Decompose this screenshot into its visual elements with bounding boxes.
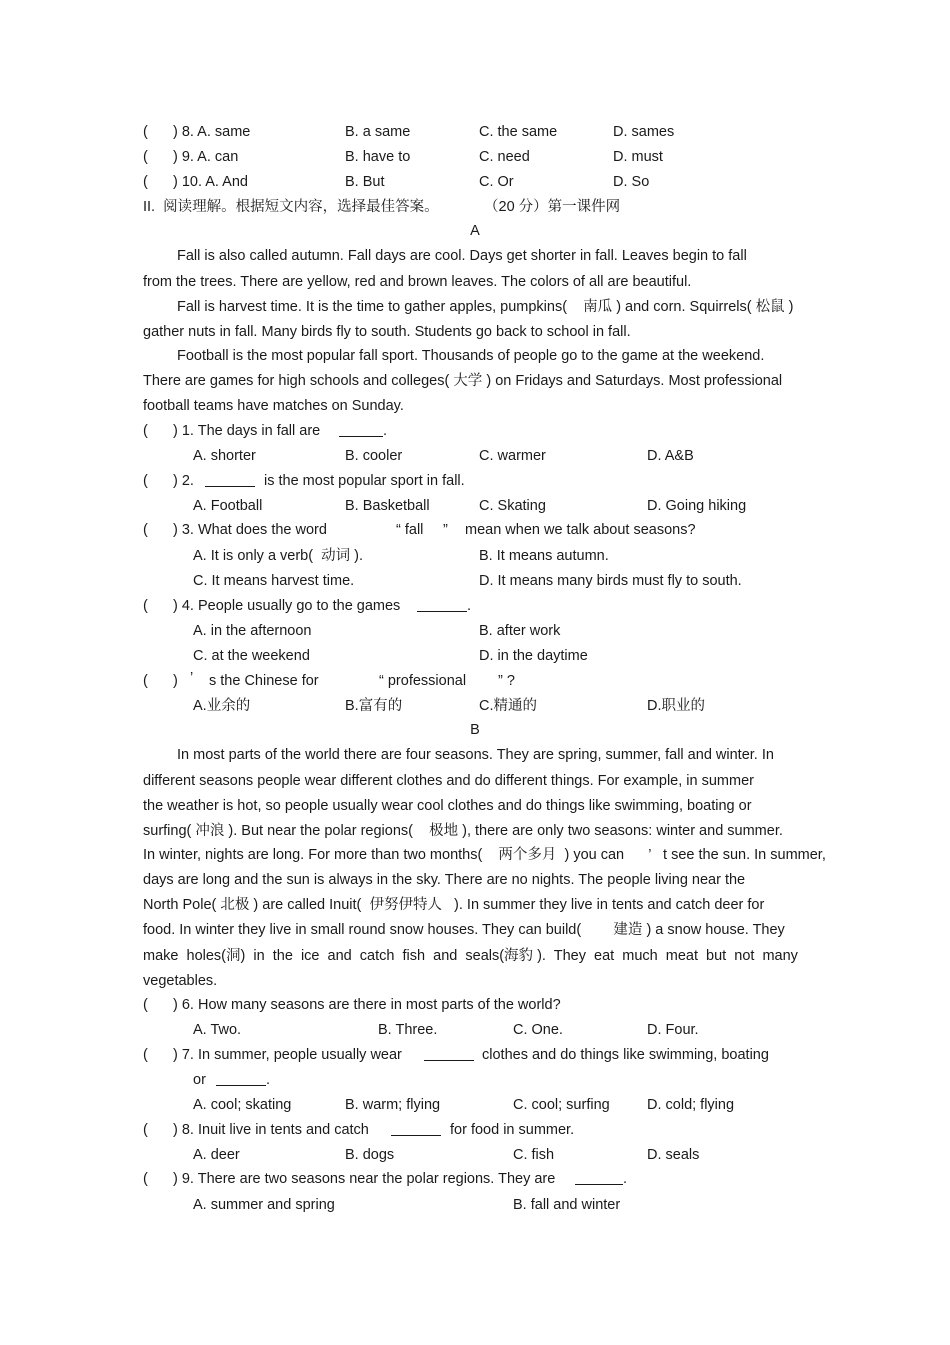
answer-paren: ( (143, 522, 148, 538)
section-heading: II. 阅读理解。根据短文内容，选择最佳答案。 (143, 199, 439, 215)
option-c: C. the same (479, 124, 558, 140)
option-b: B. a same (345, 124, 411, 140)
option-b: B. Three. (378, 1022, 438, 1038)
option-d: D. in the daytime (479, 648, 588, 664)
option-d: D.职业的 (647, 698, 705, 714)
option-b: B. after work (479, 623, 561, 639)
question-stem: ) 6. How many seasons are there in most parts of the world? (173, 997, 561, 1013)
passage-line: gather nuts in fall. Many birds fly to south. Students go back to school in fall. (143, 324, 631, 340)
question-stem: ) 3. What does the word (173, 522, 327, 538)
option-c: C.精通的 (479, 698, 537, 714)
option-c: C. It means harvest time. (193, 573, 355, 589)
answer-paren: ( (143, 473, 148, 489)
option-d: D. It means many birds must fly to south. (479, 573, 742, 589)
option-d: D. Going hiking (647, 498, 747, 514)
question-tail: for food in summer. (450, 1122, 575, 1138)
quoted-word: “ fall (396, 522, 424, 538)
answer-paren: ( (143, 598, 148, 614)
option-a: A.业余的 (193, 698, 251, 714)
answer-blank (339, 424, 383, 437)
option-a: A. shorter (193, 448, 256, 464)
option-b: B. Basketball (345, 498, 430, 514)
question-number: ) 2. (173, 473, 194, 489)
question-stem: s the Chinese for (209, 673, 319, 689)
question-period: . (266, 1072, 271, 1088)
passage-line: from the trees. There are yellow, red and brown leaves. The colors of all are beautiful. (143, 274, 692, 290)
passage-line: days are long and the sun is always in the sky. There are no nights. The people living near the (143, 872, 746, 888)
answer-paren: ( (143, 149, 148, 165)
answer-blank (205, 474, 255, 487)
passage-line: In winter, nights are long. For more than two months( 两个多月 ) you can ’ t see the sun. In summer, (143, 847, 826, 863)
option-c: C. cool; surfing (513, 1097, 610, 1113)
passage-line: football teams have matches on Sunday. (143, 398, 404, 414)
question-stem: is the most popular sport in fall. (264, 473, 465, 489)
passage-line: vegetables. (143, 973, 218, 989)
question-period: . (383, 423, 388, 439)
answer-paren: ( (143, 1171, 148, 1187)
question-stem: ) 7. In summer, people usually wear (173, 1047, 402, 1063)
quote-close: ” ? (498, 673, 515, 689)
option-a: A. It is only a verb( 动词 ). (193, 548, 364, 564)
option-b: B. But (345, 174, 385, 190)
passage-line: Football is the most popular fall sport. Thousands of people go to the game at the weekend. (177, 348, 765, 364)
option-b: B.富有的 (345, 698, 403, 714)
answer-paren: ( (143, 997, 148, 1013)
passage-line: In most parts of the world there are four seasons. They are spring, summer, fall and winter. In (177, 747, 774, 763)
option-d: D. Four. (647, 1022, 699, 1038)
option-a: A. deer (193, 1147, 240, 1163)
option-b: B. cooler (345, 448, 403, 464)
question-stem: ) 4. People usually go to the games (173, 598, 401, 614)
question-continued: or (193, 1072, 206, 1088)
answer-paren: ( (143, 1047, 148, 1063)
option-a: ) 10. A. And (173, 174, 248, 190)
passage-line: different seasons people wear different clothes and do different things. For example, in summer (143, 773, 754, 789)
passage-line: North Pole( 北极 ) are called Inuit( 伊努伊特人 ). In summer they live in tents and catch deer for (143, 897, 765, 913)
passage-line: There are games for high schools and colleges( 大学 ) on Fridays and Saturdays. Most professional (143, 373, 783, 389)
passage-line: the weather is hot, so people usually wear cool clothes and do things like swimming, boating or (143, 798, 752, 814)
passage-line: surfing( 冲浪 ). But near the polar regions( 极地 ), there are only two seasons: winter and summer. (143, 823, 783, 839)
passage-b-label: B (470, 722, 480, 738)
section-score: （20 分）第一课件网 (484, 199, 621, 215)
option-c: C. Or (479, 174, 514, 190)
option-c: C. Skating (479, 498, 546, 514)
option-b: B. It means autumn. (479, 548, 609, 564)
option-c: C. One. (513, 1022, 563, 1038)
option-d: D. cold; flying (647, 1097, 735, 1113)
option-a: ) 8. A. same (173, 124, 251, 140)
question-tail: clothes and do things like swimming, boating (482, 1047, 769, 1063)
option-d: D. seals (647, 1147, 700, 1163)
answer-paren: ( (143, 124, 148, 140)
option-c: C. fish (513, 1147, 555, 1163)
question-stem: ) 9. There are two seasons near the polar regions. They are (173, 1171, 556, 1187)
option-d: D. A&B (647, 448, 694, 464)
question-period: . (467, 598, 472, 614)
answer-blank (575, 1172, 623, 1185)
option-a: A. Two. (193, 1022, 242, 1038)
option-a: ) 9. A. can (173, 149, 239, 165)
question-stem: ) 8. Inuit live in tents and catch (173, 1122, 369, 1138)
answer-blank (424, 1048, 474, 1061)
passage-a-label: A (470, 223, 480, 239)
answer-paren: ( (143, 1122, 148, 1138)
question-period: . (623, 1171, 628, 1187)
passage-line: make holes(洞) in the ice and catch fish and seals(海豹 ). They eat much meat but not many (143, 948, 798, 964)
answer-paren: ( (143, 174, 148, 190)
option-a: A. cool; skating (193, 1097, 292, 1113)
passage-line: food. In winter they live in small round snow houses. They can build( 建造 ) a snow house. They (143, 922, 785, 938)
paren-close: ) (173, 673, 178, 689)
option-a: A. Football (193, 498, 263, 514)
option-c: C. at the weekend (193, 648, 310, 664)
answer-paren: ( (143, 673, 148, 689)
question-stem: ) 1. The days in fall are (173, 423, 321, 439)
answer-blank (417, 599, 467, 612)
option-b: B. warm; flying (345, 1097, 441, 1113)
answer-paren: ( (143, 423, 148, 439)
option-a: A. summer and spring (193, 1197, 335, 1213)
apostrophe: ’ (190, 670, 194, 686)
question-tail: mean when we talk about seasons? (465, 522, 696, 538)
option-a: A. in the afternoon (193, 623, 312, 639)
option-b: B. fall and winter (513, 1197, 621, 1213)
passage-line: Fall is harvest time. It is the time to gather apples, pumpkins( 南瓜 ) and corn. Squirrels( 松鼠 ) (177, 299, 794, 315)
option-d: D. So (613, 174, 650, 190)
option-c: C. warmer (479, 448, 546, 464)
passage-line: Fall is also called autumn. Fall days are cool. Days get shorter in fall. Leaves begin to fall (177, 248, 747, 264)
option-d: D. must (613, 149, 663, 165)
answer-blank (216, 1073, 266, 1086)
option-b: B. have to (345, 149, 411, 165)
option-d: D. sames (613, 124, 675, 140)
quoted-word: “ professional (379, 673, 467, 689)
option-b: B. dogs (345, 1147, 395, 1163)
quote-close: ” (443, 522, 448, 538)
option-c: C. need (479, 149, 530, 165)
answer-blank (391, 1123, 441, 1136)
